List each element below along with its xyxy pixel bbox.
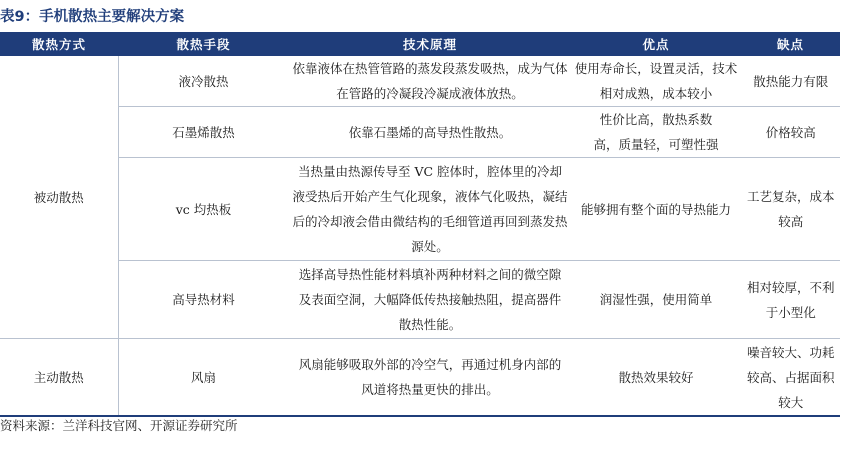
principle-cell: 风扇能够吸取外部的冷空气，再通过机身内部的风道将热量更快的排出。 bbox=[289, 339, 571, 417]
method-cell: 高导热材料 bbox=[118, 261, 289, 339]
pros-cell: 散热效果较好 bbox=[571, 339, 741, 417]
cons-cell: 噪音较大、功耗较高、占据面积较大 bbox=[741, 339, 840, 417]
principle-cell: 依靠液体在热管管路的蒸发段蒸发吸热，成为气体在管路的冷凝段冷凝成液体放热。 bbox=[289, 56, 571, 107]
pros-cell: 能够拥有整个面的导热能力 bbox=[571, 158, 741, 261]
method-cell: vc 均热板 bbox=[118, 158, 289, 261]
principle-cell: 当热量由热源传导至 VC 腔体时，腔体里的冷却液受热后开始产生气化现象，液体气化吸热，凝结后的冷却液会借由微结构的毛细管道再回到蒸发热源处。 bbox=[289, 158, 571, 261]
cooling-solutions-table bbox=[0, 32, 840, 417]
header-cooling-method: 散热手段 bbox=[118, 32, 289, 56]
method-cell: 风扇 bbox=[118, 339, 289, 417]
principle-cell: 依靠石墨烯的高导热性散热。 bbox=[289, 107, 571, 158]
table-header-row bbox=[0, 32, 840, 56]
pros-cell: 润湿性强，使用简单 bbox=[571, 261, 741, 339]
table-title: 表9：手机散热主要解决方案 bbox=[0, 9, 185, 25]
group-cell-passive: 被动散热 bbox=[0, 56, 118, 339]
cons-cell: 相对较厚，不利于小型化 bbox=[741, 261, 840, 339]
header-cooling-type: 散热方式 bbox=[0, 32, 118, 56]
cons-cell: 散热能力有限 bbox=[741, 56, 840, 107]
table-row bbox=[0, 107, 840, 158]
header-principle: 技术原理 bbox=[289, 32, 571, 56]
cons-cell: 价格较高 bbox=[741, 107, 840, 158]
cons-cell: 工艺复杂，成本较高 bbox=[741, 158, 840, 261]
header-pros: 优点 bbox=[571, 32, 741, 56]
table-row bbox=[0, 158, 840, 261]
header-cons: 缺点 bbox=[741, 32, 840, 56]
method-cell: 石墨烯散热 bbox=[118, 107, 289, 158]
principle-cell: 选择高导热性能材料填补两种材料之间的微空隙及表面空洞，大幅降低传热接触热阻，提高器件散热性能。 bbox=[289, 261, 571, 339]
pros-cell: 使用寿命长，设置灵活，技术相对成熟，成本较小 bbox=[571, 56, 741, 107]
source-note: 资料来源：兰洋科技官网、开源证券研究所 bbox=[0, 418, 238, 433]
method-cell: 液冷散热 bbox=[118, 56, 289, 107]
pros-cell: 性价比高，散热系数高，质量轻，可塑性强 bbox=[571, 107, 741, 158]
table-row bbox=[0, 56, 840, 107]
table-row bbox=[0, 339, 840, 417]
group-cell-active: 主动散热 bbox=[0, 339, 118, 417]
table-row bbox=[0, 261, 840, 339]
